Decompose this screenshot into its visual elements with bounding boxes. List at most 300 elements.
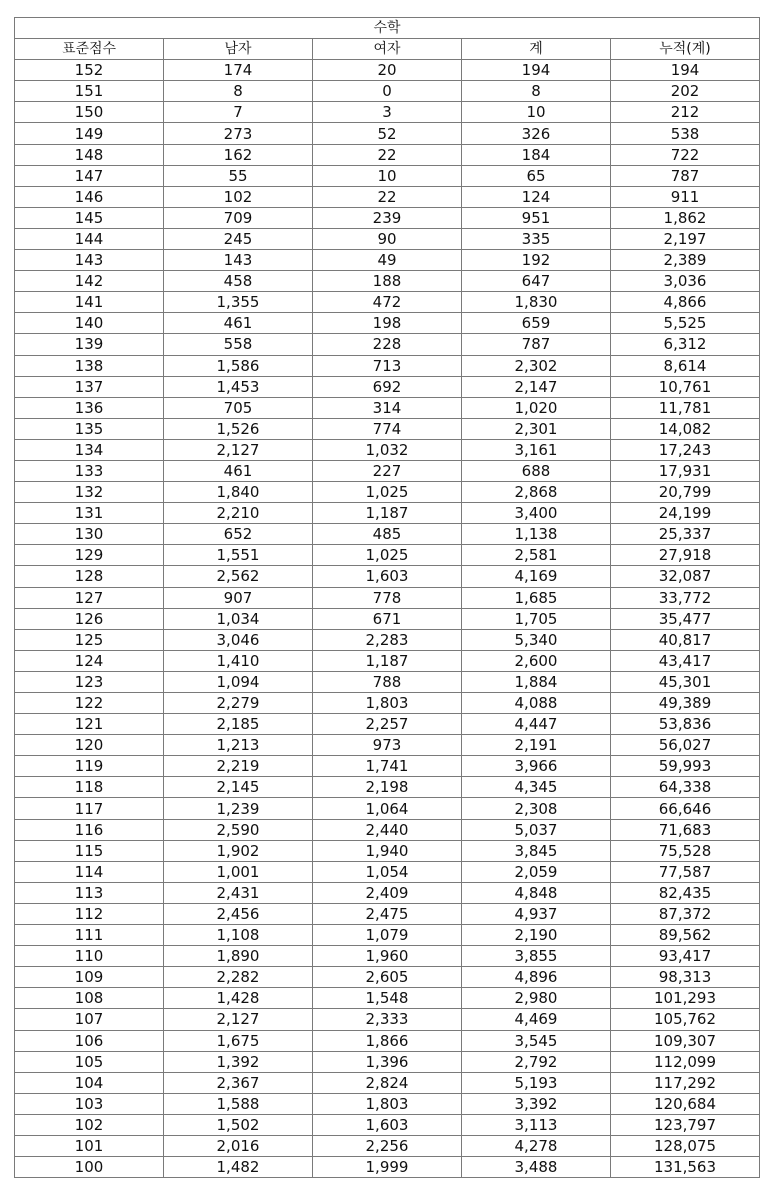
cell-cumulative: 87,372 bbox=[611, 903, 760, 924]
table-body bbox=[15, 60, 760, 1178]
cell-standard-score: 101 bbox=[15, 1135, 164, 1156]
cell-cumulative: 2,197 bbox=[611, 228, 760, 249]
cell-male: 2,016 bbox=[164, 1135, 313, 1156]
cell-cumulative: 4,866 bbox=[611, 292, 760, 313]
cell-cumulative: 82,435 bbox=[611, 882, 760, 903]
cell-male: 1,902 bbox=[164, 840, 313, 861]
cell-cumulative: 6,312 bbox=[611, 334, 760, 355]
cell-total: 1,138 bbox=[462, 524, 611, 545]
cell-male: 1,482 bbox=[164, 1157, 313, 1178]
cell-total: 1,884 bbox=[462, 671, 611, 692]
cell-cumulative: 45,301 bbox=[611, 671, 760, 692]
table-row bbox=[15, 186, 760, 207]
cell-total: 2,147 bbox=[462, 376, 611, 397]
cell-female: 314 bbox=[313, 397, 462, 418]
cell-cumulative: 33,772 bbox=[611, 587, 760, 608]
cell-total: 124 bbox=[462, 186, 611, 207]
cell-standard-score: 150 bbox=[15, 102, 164, 123]
cell-total: 2,792 bbox=[462, 1051, 611, 1072]
cell-cumulative: 93,417 bbox=[611, 946, 760, 967]
cell-standard-score: 152 bbox=[15, 60, 164, 81]
cell-standard-score: 131 bbox=[15, 503, 164, 524]
cell-female: 2,283 bbox=[313, 629, 462, 650]
cell-male: 3,046 bbox=[164, 629, 313, 650]
cell-cumulative: 123,797 bbox=[611, 1114, 760, 1135]
table-row bbox=[15, 334, 760, 355]
cell-standard-score: 111 bbox=[15, 925, 164, 946]
cell-male: 907 bbox=[164, 587, 313, 608]
cell-total: 3,400 bbox=[462, 503, 611, 524]
cell-standard-score: 128 bbox=[15, 566, 164, 587]
cell-standard-score: 134 bbox=[15, 439, 164, 460]
cell-female: 188 bbox=[313, 271, 462, 292]
cell-standard-score: 141 bbox=[15, 292, 164, 313]
cell-standard-score: 138 bbox=[15, 355, 164, 376]
cell-cumulative: 71,683 bbox=[611, 819, 760, 840]
cell-cumulative: 10,761 bbox=[611, 376, 760, 397]
cell-female: 1,396 bbox=[313, 1051, 462, 1072]
cell-male: 1,588 bbox=[164, 1093, 313, 1114]
cell-male: 2,367 bbox=[164, 1072, 313, 1093]
cell-standard-score: 118 bbox=[15, 777, 164, 798]
table-row bbox=[15, 1009, 760, 1030]
cell-total: 8 bbox=[462, 81, 611, 102]
cell-cumulative: 64,338 bbox=[611, 777, 760, 798]
cell-standard-score: 127 bbox=[15, 587, 164, 608]
table-row bbox=[15, 608, 760, 629]
cell-female: 2,256 bbox=[313, 1135, 462, 1156]
table-row bbox=[15, 1114, 760, 1135]
cell-cumulative: 53,836 bbox=[611, 714, 760, 735]
cell-female: 1,032 bbox=[313, 439, 462, 460]
header-cumulative: 누적(계) bbox=[611, 39, 760, 60]
table-row bbox=[15, 735, 760, 756]
cell-female: 1,940 bbox=[313, 840, 462, 861]
table-row bbox=[15, 861, 760, 882]
cell-female: 1,187 bbox=[313, 650, 462, 671]
cell-male: 7 bbox=[164, 102, 313, 123]
cell-total: 3,845 bbox=[462, 840, 611, 861]
cell-standard-score: 113 bbox=[15, 882, 164, 903]
cell-total: 10 bbox=[462, 102, 611, 123]
table-row bbox=[15, 313, 760, 334]
cell-total: 1,705 bbox=[462, 608, 611, 629]
cell-male: 1,428 bbox=[164, 988, 313, 1009]
header-row bbox=[15, 39, 760, 60]
cell-total: 3,392 bbox=[462, 1093, 611, 1114]
cell-cumulative: 32,087 bbox=[611, 566, 760, 587]
cell-male: 2,219 bbox=[164, 756, 313, 777]
table-row bbox=[15, 1135, 760, 1156]
cell-female: 788 bbox=[313, 671, 462, 692]
cell-cumulative: 5,525 bbox=[611, 313, 760, 334]
cell-standard-score: 125 bbox=[15, 629, 164, 650]
cell-standard-score: 116 bbox=[15, 819, 164, 840]
cell-total: 184 bbox=[462, 144, 611, 165]
cell-female: 1,803 bbox=[313, 1093, 462, 1114]
cell-male: 1,526 bbox=[164, 418, 313, 439]
cell-standard-score: 149 bbox=[15, 123, 164, 144]
cell-cumulative: 11,781 bbox=[611, 397, 760, 418]
table-row bbox=[15, 165, 760, 186]
cell-male: 1,239 bbox=[164, 798, 313, 819]
cell-female: 20 bbox=[313, 60, 462, 81]
table-row bbox=[15, 946, 760, 967]
table-row bbox=[15, 397, 760, 418]
cell-cumulative: 98,313 bbox=[611, 967, 760, 988]
header-male: 남자 bbox=[164, 39, 313, 60]
cell-male: 174 bbox=[164, 60, 313, 81]
table-row bbox=[15, 650, 760, 671]
cell-cumulative: 2,389 bbox=[611, 250, 760, 271]
cell-male: 1,586 bbox=[164, 355, 313, 376]
cell-standard-score: 136 bbox=[15, 397, 164, 418]
cell-total: 951 bbox=[462, 207, 611, 228]
cell-cumulative: 14,082 bbox=[611, 418, 760, 439]
cell-total: 2,190 bbox=[462, 925, 611, 946]
subject-title: 수학 bbox=[15, 18, 760, 39]
header-standard-score: 표준점수 bbox=[15, 39, 164, 60]
table-row bbox=[15, 1030, 760, 1051]
cell-female: 2,605 bbox=[313, 967, 462, 988]
cell-total: 4,447 bbox=[462, 714, 611, 735]
cell-total: 5,037 bbox=[462, 819, 611, 840]
cell-cumulative: 3,036 bbox=[611, 271, 760, 292]
header-total: 계 bbox=[462, 39, 611, 60]
cell-female: 472 bbox=[313, 292, 462, 313]
cell-male: 1,502 bbox=[164, 1114, 313, 1135]
cell-total: 2,980 bbox=[462, 988, 611, 1009]
cell-total: 3,545 bbox=[462, 1030, 611, 1051]
cell-female: 2,440 bbox=[313, 819, 462, 840]
cell-female: 227 bbox=[313, 460, 462, 481]
cell-female: 692 bbox=[313, 376, 462, 397]
cell-male: 245 bbox=[164, 228, 313, 249]
cell-male: 2,590 bbox=[164, 819, 313, 840]
cell-male: 1,392 bbox=[164, 1051, 313, 1072]
cell-cumulative: 59,993 bbox=[611, 756, 760, 777]
table-row bbox=[15, 1072, 760, 1093]
table-row bbox=[15, 566, 760, 587]
cell-standard-score: 120 bbox=[15, 735, 164, 756]
cell-total: 2,600 bbox=[462, 650, 611, 671]
cell-standard-score: 114 bbox=[15, 861, 164, 882]
cell-total: 5,340 bbox=[462, 629, 611, 650]
cell-female: 1,064 bbox=[313, 798, 462, 819]
cell-female: 1,603 bbox=[313, 566, 462, 587]
cell-male: 2,145 bbox=[164, 777, 313, 798]
cell-standard-score: 129 bbox=[15, 545, 164, 566]
cell-male: 1,094 bbox=[164, 671, 313, 692]
cell-cumulative: 24,199 bbox=[611, 503, 760, 524]
cell-standard-score: 107 bbox=[15, 1009, 164, 1030]
header-female: 여자 bbox=[313, 39, 462, 60]
cell-standard-score: 151 bbox=[15, 81, 164, 102]
cell-total: 647 bbox=[462, 271, 611, 292]
cell-standard-score: 148 bbox=[15, 144, 164, 165]
cell-female: 1,866 bbox=[313, 1030, 462, 1051]
cell-male: 1,675 bbox=[164, 1030, 313, 1051]
table-row bbox=[15, 671, 760, 692]
cell-total: 335 bbox=[462, 228, 611, 249]
cell-standard-score: 102 bbox=[15, 1114, 164, 1135]
table-row bbox=[15, 460, 760, 481]
cell-male: 55 bbox=[164, 165, 313, 186]
cell-cumulative: 43,417 bbox=[611, 650, 760, 671]
cell-male: 1,890 bbox=[164, 946, 313, 967]
cell-standard-score: 132 bbox=[15, 482, 164, 503]
cell-male: 2,282 bbox=[164, 967, 313, 988]
cell-female: 90 bbox=[313, 228, 462, 249]
cell-female: 22 bbox=[313, 144, 462, 165]
cell-standard-score: 124 bbox=[15, 650, 164, 671]
cell-cumulative: 35,477 bbox=[611, 608, 760, 629]
cell-total: 4,278 bbox=[462, 1135, 611, 1156]
table-row bbox=[15, 503, 760, 524]
cell-standard-score: 110 bbox=[15, 946, 164, 967]
table-row bbox=[15, 629, 760, 650]
cell-male: 102 bbox=[164, 186, 313, 207]
cell-total: 1,830 bbox=[462, 292, 611, 313]
cell-total: 2,308 bbox=[462, 798, 611, 819]
cell-total: 787 bbox=[462, 334, 611, 355]
cell-standard-score: 122 bbox=[15, 693, 164, 714]
cell-total: 2,302 bbox=[462, 355, 611, 376]
cell-cumulative: 1,862 bbox=[611, 207, 760, 228]
table-row bbox=[15, 482, 760, 503]
cell-female: 49 bbox=[313, 250, 462, 271]
cell-male: 1,410 bbox=[164, 650, 313, 671]
cell-total: 659 bbox=[462, 313, 611, 334]
table-row bbox=[15, 524, 760, 545]
cell-male: 1,355 bbox=[164, 292, 313, 313]
cell-female: 1,079 bbox=[313, 925, 462, 946]
cell-female: 1,999 bbox=[313, 1157, 462, 1178]
table-row bbox=[15, 228, 760, 249]
cell-male: 2,127 bbox=[164, 439, 313, 460]
cell-male: 2,127 bbox=[164, 1009, 313, 1030]
cell-male: 1,108 bbox=[164, 925, 313, 946]
cell-male: 1,453 bbox=[164, 376, 313, 397]
cell-female: 228 bbox=[313, 334, 462, 355]
cell-male: 2,210 bbox=[164, 503, 313, 524]
cell-cumulative: 66,646 bbox=[611, 798, 760, 819]
cell-total: 4,469 bbox=[462, 1009, 611, 1030]
cell-standard-score: 119 bbox=[15, 756, 164, 777]
cell-female: 778 bbox=[313, 587, 462, 608]
table-row bbox=[15, 418, 760, 439]
cell-female: 485 bbox=[313, 524, 462, 545]
subject-row bbox=[15, 18, 760, 39]
cell-total: 3,161 bbox=[462, 439, 611, 460]
cell-female: 1,548 bbox=[313, 988, 462, 1009]
cell-cumulative: 101,293 bbox=[611, 988, 760, 1009]
cell-total: 4,848 bbox=[462, 882, 611, 903]
table-row bbox=[15, 102, 760, 123]
cell-cumulative: 40,817 bbox=[611, 629, 760, 650]
cell-total: 688 bbox=[462, 460, 611, 481]
cell-male: 143 bbox=[164, 250, 313, 271]
cell-cumulative: 27,918 bbox=[611, 545, 760, 566]
cell-cumulative: 75,528 bbox=[611, 840, 760, 861]
cell-total: 194 bbox=[462, 60, 611, 81]
cell-total: 3,966 bbox=[462, 756, 611, 777]
cell-total: 2,059 bbox=[462, 861, 611, 882]
cell-male: 2,431 bbox=[164, 882, 313, 903]
table-row bbox=[15, 925, 760, 946]
score-distribution-table bbox=[14, 17, 760, 1178]
cell-female: 198 bbox=[313, 313, 462, 334]
cell-male: 461 bbox=[164, 313, 313, 334]
cell-standard-score: 146 bbox=[15, 186, 164, 207]
cell-female: 2,409 bbox=[313, 882, 462, 903]
cell-total: 1,020 bbox=[462, 397, 611, 418]
cell-female: 973 bbox=[313, 735, 462, 756]
cell-male: 461 bbox=[164, 460, 313, 481]
cell-standard-score: 121 bbox=[15, 714, 164, 735]
cell-total: 192 bbox=[462, 250, 611, 271]
cell-male: 1,551 bbox=[164, 545, 313, 566]
score-distribution-table-container bbox=[14, 17, 759, 1178]
cell-male: 1,213 bbox=[164, 735, 313, 756]
table-row bbox=[15, 271, 760, 292]
cell-female: 713 bbox=[313, 355, 462, 376]
table-row bbox=[15, 840, 760, 861]
cell-standard-score: 106 bbox=[15, 1030, 164, 1051]
table-row bbox=[15, 777, 760, 798]
cell-standard-score: 126 bbox=[15, 608, 164, 629]
cell-female: 22 bbox=[313, 186, 462, 207]
table-row bbox=[15, 967, 760, 988]
cell-standard-score: 140 bbox=[15, 313, 164, 334]
cell-male: 162 bbox=[164, 144, 313, 165]
cell-total: 3,855 bbox=[462, 946, 611, 967]
cell-female: 671 bbox=[313, 608, 462, 629]
cell-standard-score: 112 bbox=[15, 903, 164, 924]
cell-male: 558 bbox=[164, 334, 313, 355]
cell-female: 1,603 bbox=[313, 1114, 462, 1135]
cell-cumulative: 25,337 bbox=[611, 524, 760, 545]
cell-total: 4,169 bbox=[462, 566, 611, 587]
cell-female: 0 bbox=[313, 81, 462, 102]
table-row bbox=[15, 1093, 760, 1114]
cell-total: 3,113 bbox=[462, 1114, 611, 1135]
cell-standard-score: 147 bbox=[15, 165, 164, 186]
cell-standard-score: 143 bbox=[15, 250, 164, 271]
table-head bbox=[15, 18, 760, 60]
cell-female: 2,198 bbox=[313, 777, 462, 798]
cell-female: 3 bbox=[313, 102, 462, 123]
cell-cumulative: 194 bbox=[611, 60, 760, 81]
cell-total: 65 bbox=[462, 165, 611, 186]
cell-female: 2,257 bbox=[313, 714, 462, 735]
cell-female: 10 bbox=[313, 165, 462, 186]
cell-standard-score: 133 bbox=[15, 460, 164, 481]
cell-cumulative: 17,243 bbox=[611, 439, 760, 460]
cell-female: 1,187 bbox=[313, 503, 462, 524]
cell-cumulative: 911 bbox=[611, 186, 760, 207]
cell-cumulative: 117,292 bbox=[611, 1072, 760, 1093]
cell-cumulative: 212 bbox=[611, 102, 760, 123]
cell-cumulative: 120,684 bbox=[611, 1093, 760, 1114]
cell-standard-score: 109 bbox=[15, 967, 164, 988]
cell-cumulative: 112,099 bbox=[611, 1051, 760, 1072]
cell-female: 1,803 bbox=[313, 693, 462, 714]
cell-cumulative: 109,307 bbox=[611, 1030, 760, 1051]
cell-female: 1,025 bbox=[313, 545, 462, 566]
cell-male: 2,562 bbox=[164, 566, 313, 587]
table-row bbox=[15, 1051, 760, 1072]
cell-female: 1,054 bbox=[313, 861, 462, 882]
cell-male: 8 bbox=[164, 81, 313, 102]
cell-female: 2,475 bbox=[313, 903, 462, 924]
cell-total: 3,488 bbox=[462, 1157, 611, 1178]
table-row bbox=[15, 798, 760, 819]
cell-female: 1,741 bbox=[313, 756, 462, 777]
cell-total: 2,581 bbox=[462, 545, 611, 566]
cell-male: 2,456 bbox=[164, 903, 313, 924]
cell-cumulative: 128,075 bbox=[611, 1135, 760, 1156]
cell-total: 2,301 bbox=[462, 418, 611, 439]
table-row bbox=[15, 714, 760, 735]
cell-male: 2,185 bbox=[164, 714, 313, 735]
table-row bbox=[15, 756, 760, 777]
table-row bbox=[15, 693, 760, 714]
cell-standard-score: 103 bbox=[15, 1093, 164, 1114]
table-row bbox=[15, 144, 760, 165]
cell-cumulative: 17,931 bbox=[611, 460, 760, 481]
cell-total: 4,088 bbox=[462, 693, 611, 714]
cell-female: 1,025 bbox=[313, 482, 462, 503]
cell-male: 1,840 bbox=[164, 482, 313, 503]
cell-male: 1,001 bbox=[164, 861, 313, 882]
cell-total: 4,937 bbox=[462, 903, 611, 924]
cell-cumulative: 49,389 bbox=[611, 693, 760, 714]
cell-cumulative: 202 bbox=[611, 81, 760, 102]
cell-total: 326 bbox=[462, 123, 611, 144]
cell-female: 774 bbox=[313, 418, 462, 439]
cell-total: 4,345 bbox=[462, 777, 611, 798]
cell-cumulative: 787 bbox=[611, 165, 760, 186]
table-row bbox=[15, 355, 760, 376]
cell-female: 2,824 bbox=[313, 1072, 462, 1093]
cell-standard-score: 104 bbox=[15, 1072, 164, 1093]
cell-standard-score: 135 bbox=[15, 418, 164, 439]
cell-standard-score: 123 bbox=[15, 671, 164, 692]
table-row bbox=[15, 439, 760, 460]
cell-female: 239 bbox=[313, 207, 462, 228]
cell-total: 4,896 bbox=[462, 967, 611, 988]
cell-standard-score: 142 bbox=[15, 271, 164, 292]
cell-standard-score: 144 bbox=[15, 228, 164, 249]
cell-total: 2,868 bbox=[462, 482, 611, 503]
cell-cumulative: 77,587 bbox=[611, 861, 760, 882]
table-row bbox=[15, 545, 760, 566]
table-row bbox=[15, 376, 760, 397]
table-row bbox=[15, 587, 760, 608]
cell-cumulative: 722 bbox=[611, 144, 760, 165]
cell-total: 2,191 bbox=[462, 735, 611, 756]
cell-male: 652 bbox=[164, 524, 313, 545]
cell-standard-score: 139 bbox=[15, 334, 164, 355]
table-row bbox=[15, 988, 760, 1009]
cell-male: 273 bbox=[164, 123, 313, 144]
table-row bbox=[15, 882, 760, 903]
cell-male: 705 bbox=[164, 397, 313, 418]
cell-standard-score: 117 bbox=[15, 798, 164, 819]
table-row bbox=[15, 60, 760, 81]
cell-female: 2,333 bbox=[313, 1009, 462, 1030]
